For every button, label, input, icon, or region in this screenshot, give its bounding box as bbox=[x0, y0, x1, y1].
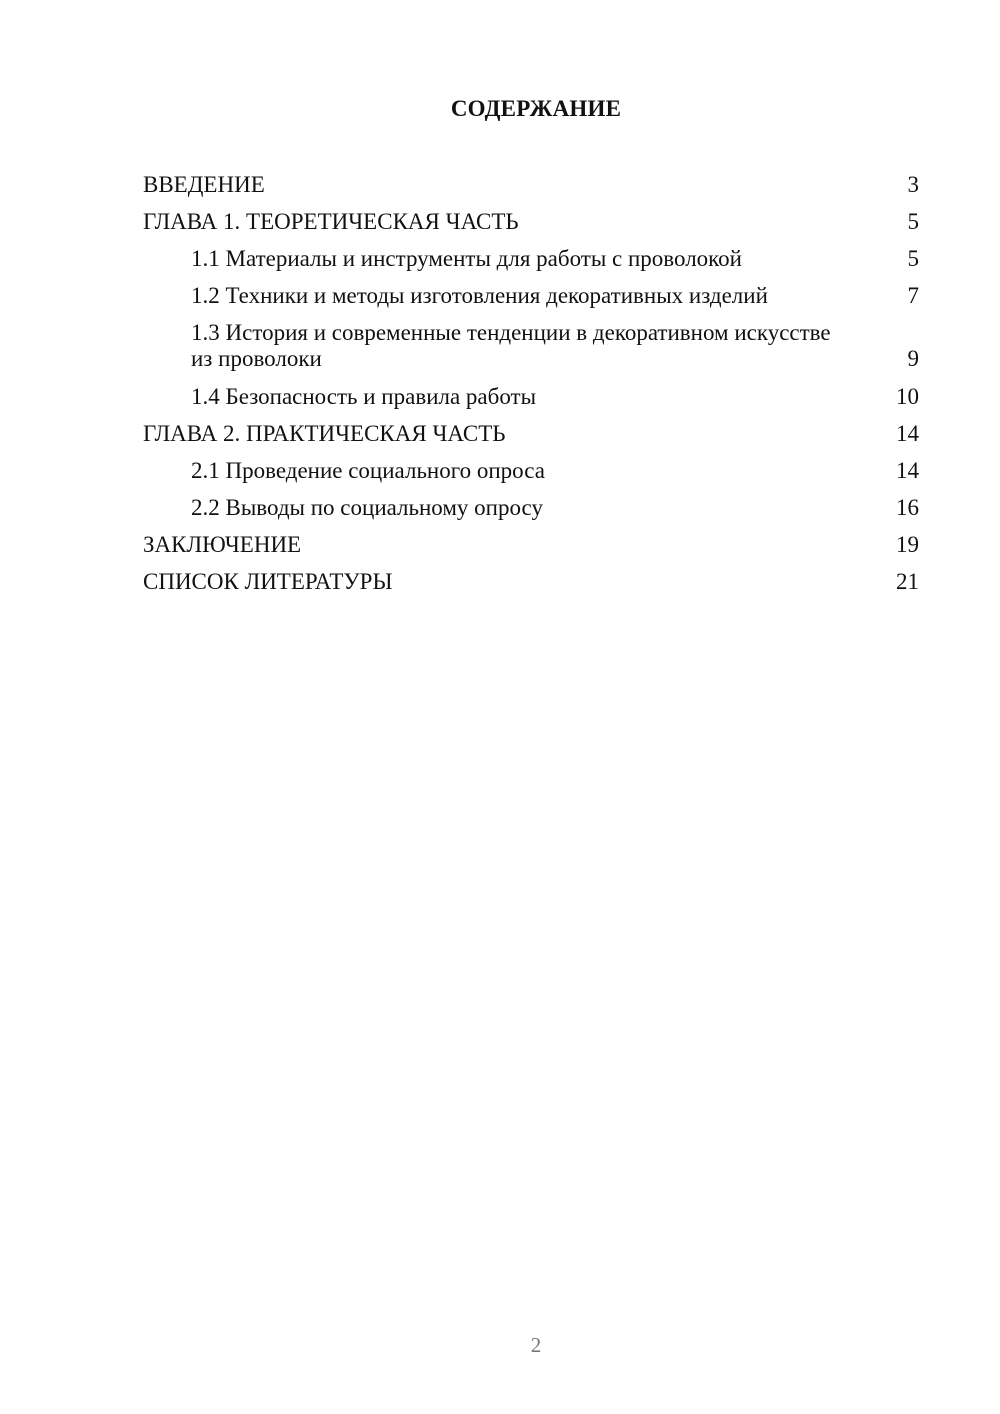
toc-entry-page: 5 bbox=[907, 246, 919, 271]
toc-entry-1-4[interactable] bbox=[143, 384, 919, 410]
toc-entry-page: 14 bbox=[896, 458, 919, 483]
toc-entry-title: 2.2 Выводы по социальному опросу bbox=[191, 495, 543, 520]
toc-entry-title: ЗАКЛЮЧЕНИЕ bbox=[143, 532, 302, 557]
toc-entry-1-2[interactable] bbox=[143, 283, 919, 309]
toc-entry-page: 7 bbox=[907, 283, 919, 308]
toc-entry-2-2[interactable] bbox=[143, 495, 919, 521]
page-number: 2 bbox=[530, 1333, 542, 1357]
toc-entry-page: 14 bbox=[896, 421, 919, 446]
toc-entry-1-1[interactable] bbox=[143, 246, 919, 272]
toc-entry-page: 10 bbox=[896, 384, 919, 409]
toc-entry-1-3[interactable] bbox=[143, 320, 919, 372]
toc-entry-references[interactable] bbox=[143, 569, 919, 595]
toc-entry-page: 5 bbox=[907, 209, 919, 234]
toc-entry-title: 1.3 История и современные тенденции в декоративном искусстве из проволоки bbox=[191, 320, 831, 371]
toc-entry-chapter-2[interactable] bbox=[143, 421, 919, 447]
toc-entry-page: 16 bbox=[896, 495, 919, 520]
toc-entry-title: ГЛАВА 1. ТЕОРЕТИЧЕСКАЯ ЧАСТЬ bbox=[143, 209, 519, 234]
toc-entry-2-1[interactable] bbox=[143, 458, 919, 484]
toc-entry-conclusion[interactable] bbox=[143, 532, 919, 558]
toc-entry-introduction[interactable] bbox=[143, 172, 919, 198]
toc-entry-title: 1.2 Техники и методы изготовления декоративных изделий bbox=[191, 283, 768, 308]
toc-entry-page: 21 bbox=[896, 569, 919, 594]
toc-entry-page: 9 bbox=[907, 346, 919, 371]
toc-entry-title: 1.1 Материалы и инструменты для работы с проволокой bbox=[191, 246, 742, 271]
toc-entry-title: 2.1 Проведение социального опроса bbox=[191, 458, 545, 483]
page-title: СОДЕРЖАНИЕ bbox=[450, 96, 622, 121]
toc-entry-title: ГЛАВА 2. ПРАКТИЧЕСКАЯ ЧАСТЬ bbox=[143, 421, 506, 446]
toc-entry-title: 1.4 Безопасность и правила работы bbox=[191, 384, 537, 409]
toc-entry-page: 3 bbox=[907, 172, 919, 197]
toc-entry-title: ВВЕДЕНИЕ bbox=[143, 172, 265, 197]
toc-entry-title: СПИСОК ЛИТЕРАТУРЫ bbox=[143, 569, 393, 594]
toc-entry-page: 19 bbox=[896, 532, 919, 557]
toc-entry-chapter-1[interactable] bbox=[143, 209, 919, 235]
